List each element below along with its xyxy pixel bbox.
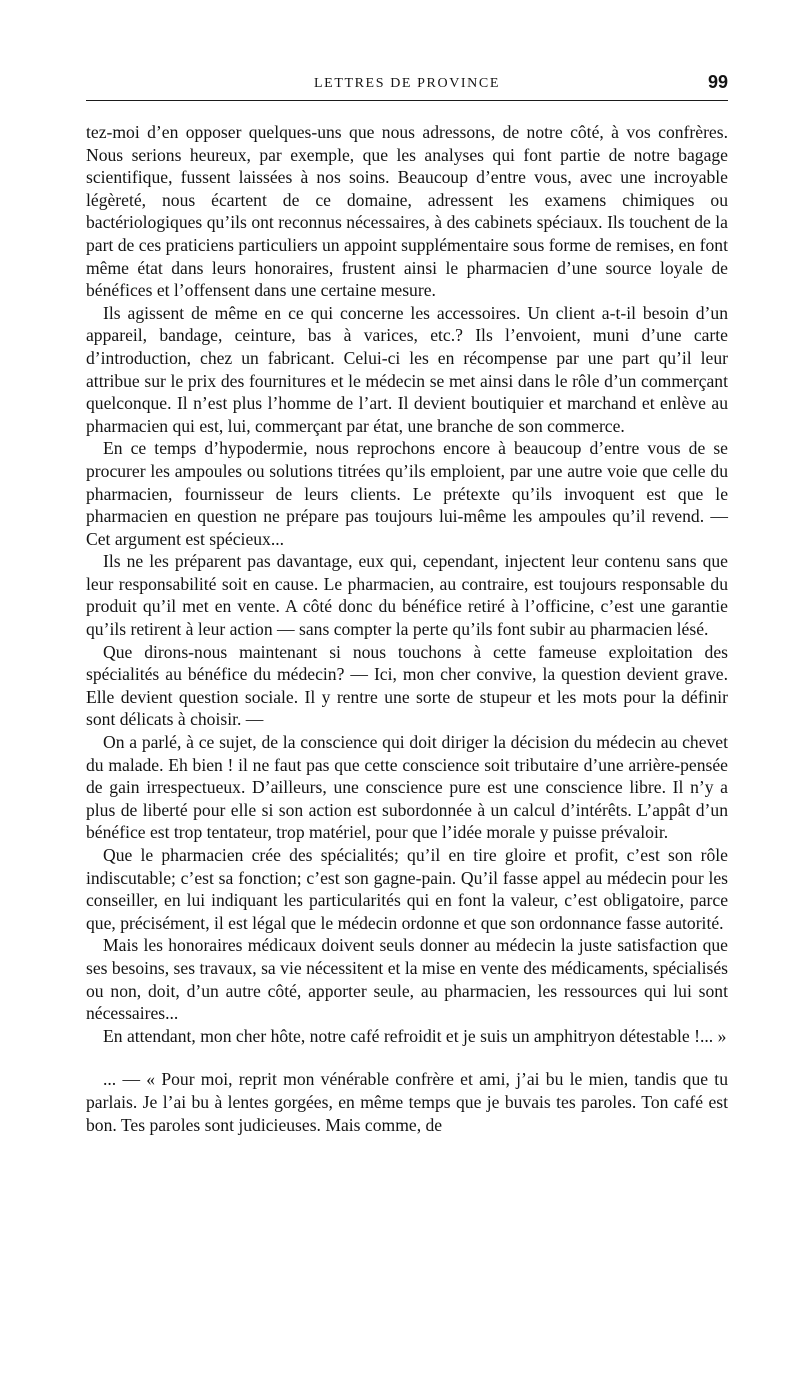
paragraph: Ils ne les préparent pas davantage, eux qui, cependant, injectent leur contenu sans que leur responsabilité soit en cause. Le pharmacien, au contraire, est toujours responsable du produit qu’il met en vente. A côté donc du bénéfice retiré à l’officine, c’est une garantie qu’ils retirent à leur action — sans compter la perte qu’ils font subir au pharmacien lésé. xyxy=(86,551,728,640)
page-number: 99 xyxy=(707,72,728,92)
paragraph: On a parlé, à ce sujet, de la conscience qui doit diriger la décision du médecin au chevet du malade. Eh bien ! il ne faut pas que cette conscience soit tributaire d’une arrière-pensée de gain irrespectueux. D’ailleurs, une conscience pure est une conscience libre. Il n’y a plus de liberté pour elle si son action est subordonnée à un calcul d’intérêts. L’appât d’un bénéfice est trop tentateur, trop matériel, pour que l’idée morale y puisse prévaloir. xyxy=(86,732,728,843)
paragraph: En ce temps d’hypodermie, nous reprochons encore à beaucoup d’entre vous de se procurer les ampoules ou solutions titrées qu’ils emploient, par une autre voie que celle du pharmacien, fournisseur de leurs clients. Le prétexte qu’ils invoquent est que le pharmacien en question ne prépare pas toujours lui-même les ampoules qu’il revend. — Cet argument est spécieux... xyxy=(86,438,728,549)
book-page xyxy=(86,72,728,1136)
paragraph: Que dirons-nous maintenant si nous touchons à cette fameuse exploitation des spécialités au bénéfice du médecin? — Ici, mon cher convive, la question devient grave. Elle devient question sociale. Il y rentre une sorte de stupeur et les mots pour la définir sont délicats à choisir. — xyxy=(86,641,728,730)
paragraph: ... — « Pour moi, reprit mon vénérable confrère et ami, j’ai bu le mien, tandis que tu parlais. Je l’ai bu à lentes gorgées, en même temps que je buvais tes paroles. Ton café est bon. Tes paroles sont judicieuses. Mais comme, de xyxy=(86,1069,728,1135)
paragraph: Que le pharmacien crée des spécialités; qu’il en tire gloire et profit, c’est son rôle indiscutable; c’est sa fonction; c’est son gagne-pain. Qu’il fasse appel au médecin pour les conseiller, en lui indiquant les particularités qui en font la valeur, c’est obligatoire, parce que, précisément, il est légal que le médecin ordonne et que son ordonnance fasse autorité. xyxy=(86,845,728,933)
running-title: LETTRES DE PROVINCE xyxy=(314,76,500,91)
paragraph: En attendant, mon cher hôte, notre café refroidit et je suis un amphitryon détestable !... » xyxy=(103,1025,727,1046)
body-text xyxy=(86,121,728,1136)
paragraph: Ils agissent de même en ce qui concerne les accessoires. Un client a-t-il besoin d’un appareil, bandage, ceinture, bas à varices, etc.? Ils l’envoient, muni d’une carte d’introduction, chez un fabricant. Celui-ci les en récompense par une part qu’il leur attribue sur le prix des fournitures et le médecin se met ainsi dans le rôle d’un commerçant quelconque. Il n’est plus l’homme de l’art. Il devient boutiquier et marchand et enlève au pharmacien qui est, lui, commerçant par état, une branche de son commerce. xyxy=(86,302,728,436)
paragraph: Mais les honoraires médicaux doivent seuls donner au médecin la juste satisfaction que ses besoins, ses travaux, sa vie nécessitent et la mise en vente des médicaments, spécialisés ou non, doit, d’un autre côté, apporter seule, au pharmacien, les ressources qui lui sont nécessaires... xyxy=(86,935,728,1024)
paragraph: tez-moi d’en opposer quelques-uns que nous adressons, de notre côté, à vos confrères. Nous serions heureux, par exemple, que les analyses qui font partie de notre bagage scientifique, fussent laissées à nos soins. Beaucoup d’entre vous, avec une incroyable légèreté, nous écartent de ce domaine, adressent les examens chimiques ou bactériologiques qu’ils ont reconnus nécessaires, à des cabinets spéciaux. Ils touchent de la part de ces praticiens particuliers un appoint supplémentaire sous forme de remises, en font même état dans leurs honoraires, frustent ainsi le pharmacien d’une source loyale de bénéfices et l’offensent dans une certaine mesure. xyxy=(86,122,728,301)
running-header xyxy=(86,72,728,101)
